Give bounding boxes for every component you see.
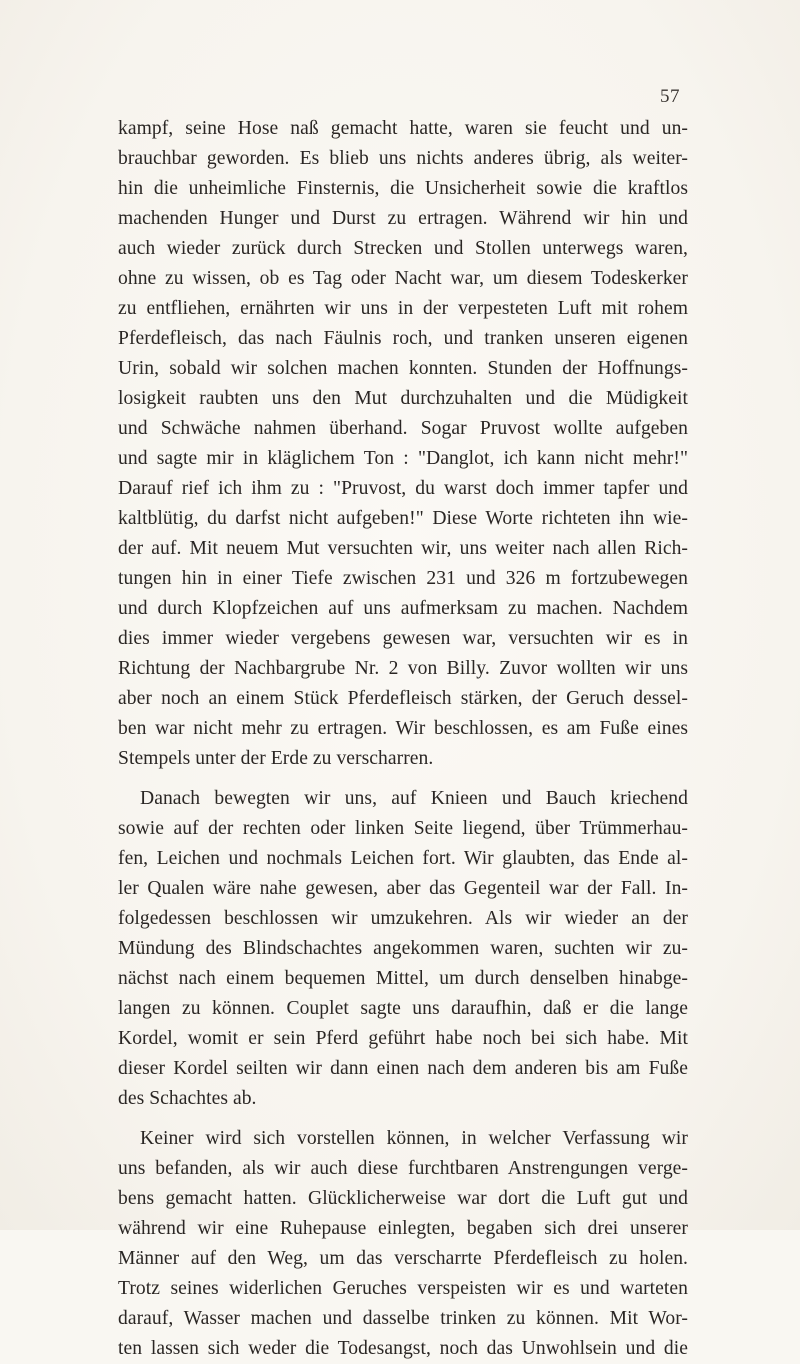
- text-line: Darauf rief ich ihm zu : "Pruvost, du warst doch immer tapfer und: [118, 478, 688, 499]
- text-line: der auf. Mit neuem Mut versuchten wir, uns weiter nach allen Rich-: [118, 538, 688, 559]
- page-number: 57: [660, 86, 680, 107]
- text-line: brauchbar geworden. Es blieb uns nichts anderes übrig, als weiter-: [118, 148, 688, 169]
- paragraph-3: [118, 1124, 688, 1364]
- text-line: und sagte mir in kläglichem Ton : "Danglot, ich kann nicht mehr!": [118, 448, 688, 469]
- text-line: Pferdefleisch, das nach Fäulnis roch, und tranken unseren eigenen: [118, 328, 688, 349]
- paragraph-1: [118, 114, 688, 774]
- paragraph-2: [118, 784, 688, 1114]
- text-line: Danach bewegten wir uns, auf Knieen und Bauch kriechend: [140, 788, 688, 809]
- text-line: ler Qualen wäre nahe gewesen, aber das Gegenteil war der Fall. In-: [118, 878, 688, 899]
- body-text: [118, 114, 688, 1364]
- text-line: ohne zu wissen, ob es Tag oder Nacht war, um diesem Todeskerker: [118, 268, 688, 289]
- text-line: Richtung der Nachbargrube Nr. 2 von Billy. Zuvor wollten wir uns: [118, 658, 688, 679]
- text-line: Trotz seines widerlichen Geruches verspeisten wir es und warteten: [118, 1278, 688, 1299]
- text-line: kaltblütig, du darfst nicht aufgeben!" Diese Worte richteten ihn wie-: [118, 508, 688, 529]
- text-line: aber noch an einem Stück Pferdefleisch stärken, der Geruch dessel-: [118, 688, 688, 709]
- text-line: Mündung des Blindschachtes angekommen waren, suchten wir zu-: [118, 938, 688, 959]
- text-line: zu entfliehen, ernährten wir uns in der verpesteten Luft mit rohem: [118, 298, 688, 319]
- text-line: bens gemacht hatten. Glücklicherweise war dort die Luft gut und: [118, 1188, 688, 1209]
- text-line: dieser Kordel seilten wir dann einen nach dem anderen bis am Fuße: [118, 1058, 688, 1079]
- text-line: ben war nicht mehr zu ertragen. Wir beschlossen, es am Fuße eines: [118, 718, 688, 739]
- text-line: nächst nach einem bequemen Mittel, um durch denselben hinabge-: [118, 968, 688, 989]
- text-line: Urin, sobald wir solchen machen konnten. Stunden der Hoffnungs-: [118, 358, 688, 379]
- text-line: Männer auf den Weg, um das verscharrte Pferdefleisch zu holen.: [118, 1248, 688, 1269]
- text-line: während wir eine Ruhepause einlegten, begaben sich drei unserer: [118, 1218, 688, 1239]
- text-line: folgedessen beschlossen wir umzukehren. Als wir wieder an der: [118, 908, 688, 929]
- text-line: hin die unheimliche Finsternis, die Unsicherheit sowie die kraftlos: [118, 178, 688, 199]
- text-line: kampf, seine Hose naß gemacht hatte, waren sie feucht und un-: [118, 118, 688, 139]
- text-line: ten lassen sich weder die Todesangst, noch das Unwohlsein und die: [118, 1338, 688, 1359]
- text-line: machenden Hunger und Durst zu ertragen. Während wir hin und: [118, 208, 688, 229]
- text-line: und Schwäche nahmen überhand. Sogar Pruvost wollte aufgeben: [118, 418, 688, 439]
- text-line: uns befanden, als wir auch diese furchtbaren Anstrengungen verge-: [118, 1158, 688, 1179]
- text-line: des Schachtes ab.: [118, 1088, 257, 1109]
- text-line: fen, Leichen und nochmals Leichen fort. Wir glaubten, das Ende al-: [118, 848, 688, 869]
- text-line: und durch Klopfzeichen auf uns aufmerksam zu machen. Nachdem: [118, 598, 688, 619]
- text-line: losigkeit raubten uns den Mut durchzuhalten und die Müdigkeit: [118, 388, 688, 409]
- text-line: darauf, Wasser machen und dasselbe trinken zu können. Mit Wor-: [118, 1308, 688, 1329]
- text-line: langen zu können. Couplet sagte uns daraufhin, daß er die lange: [118, 998, 688, 1019]
- text-line: tungen hin in einer Tiefe zwischen 231 und 326 m fortzubewegen: [118, 568, 688, 589]
- text-line: sowie auf der rechten oder linken Seite liegend, über Trümmerhau-: [118, 818, 688, 839]
- text-line: Kordel, womit er sein Pferd geführt habe noch bei sich habe. Mit: [118, 1028, 688, 1049]
- text-line: Keiner wird sich vorstellen können, in welcher Verfassung wir: [140, 1128, 688, 1149]
- text-line: auch wieder zurück durch Strecken und Stollen unterwegs waren,: [118, 238, 688, 259]
- text-line: Stempels unter der Erde zu verscharren.: [118, 748, 434, 769]
- text-line: dies immer wieder vergebens gewesen war, versuchten wir es in: [118, 628, 688, 649]
